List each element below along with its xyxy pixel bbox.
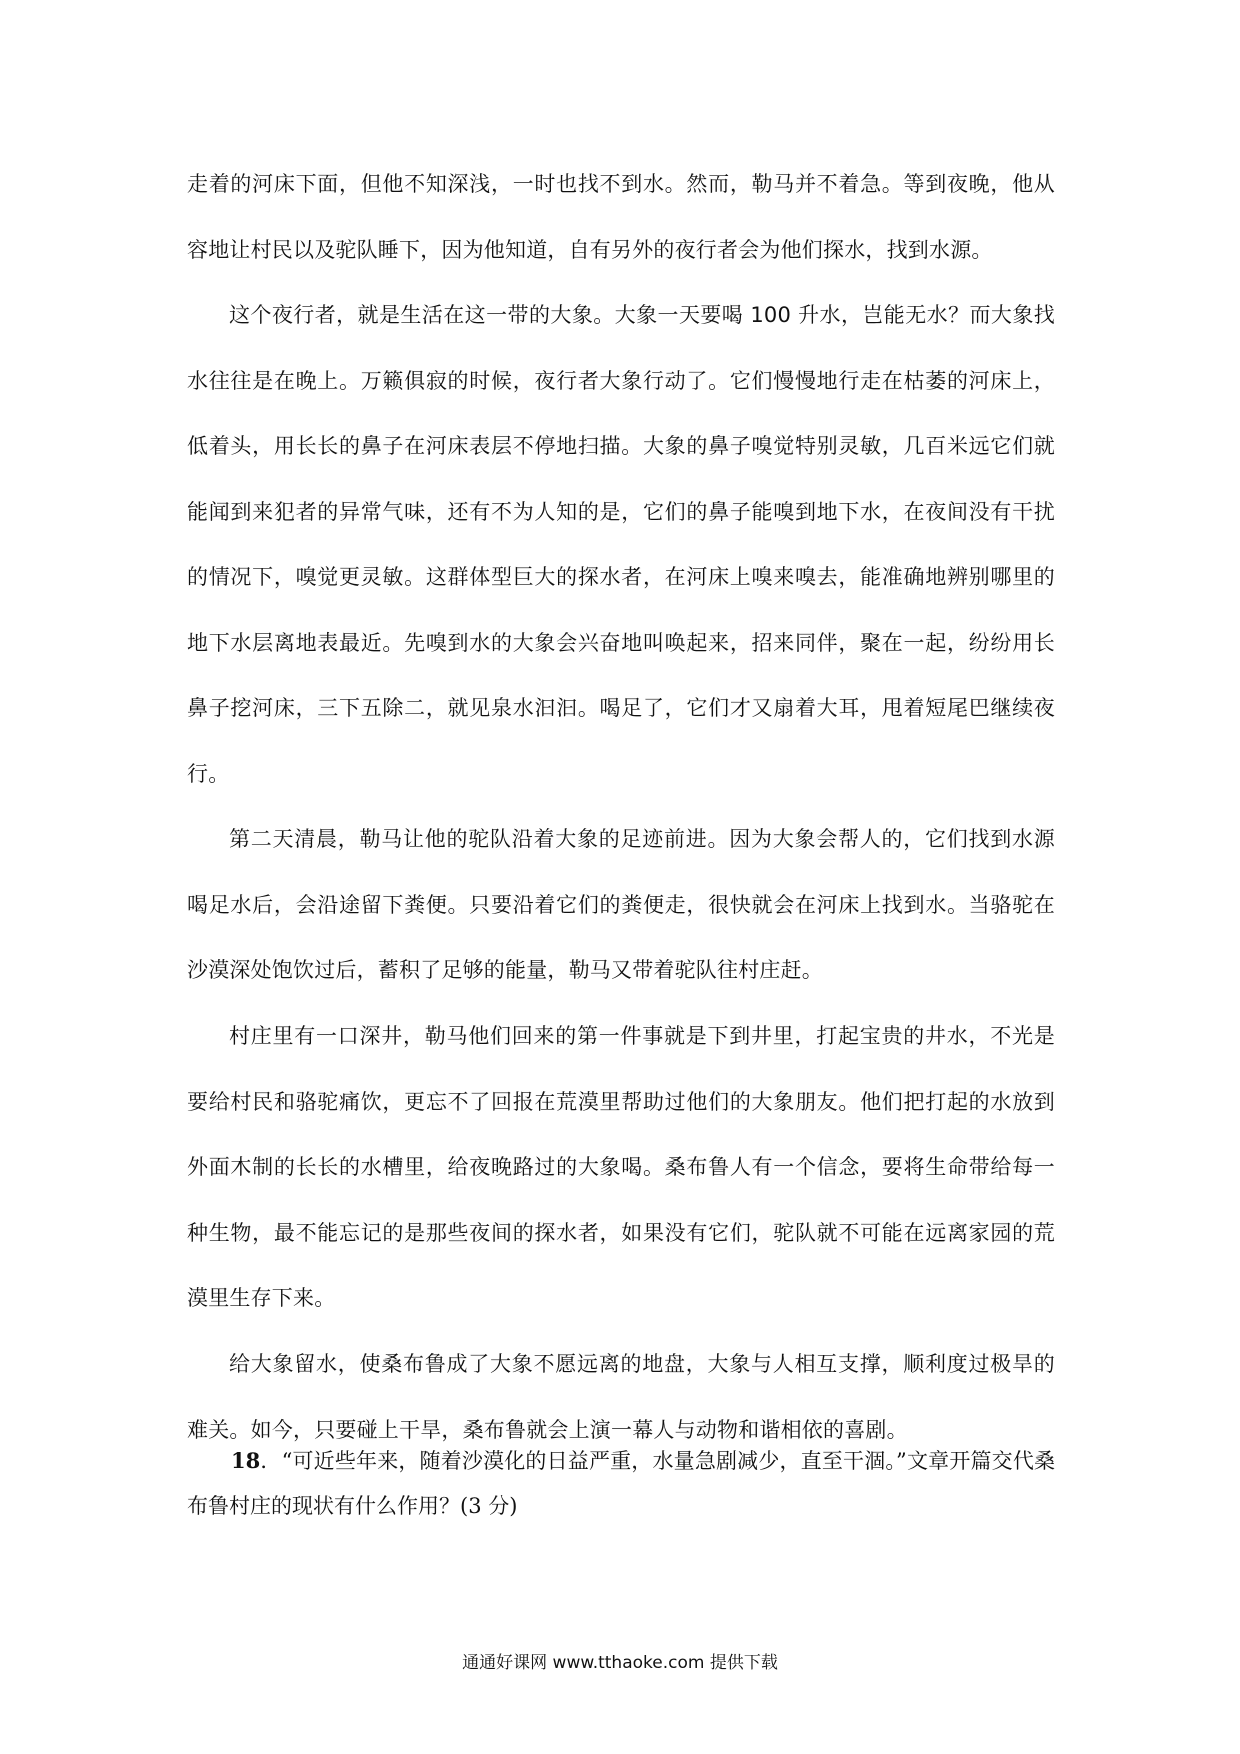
paragraph-4: 村庄里有一口深井，勒马他们回来的第一件事就是下到井里，打起宝贵的井水，不光是要给村民和骆驼痛饮，更忘不了回报在荒漠里帮助过他们的大象朋友。他们把打起的水放到外面木制的长长的水槽里，给夜晚路过的大象喝。桑布鲁人有一个信念，要将生命带给每一种生物，最不能忘记的是那些夜间的探水者，如果没有它们，驼队就不可能在远离家园的荒漠里生存下来。 bbox=[187, 1024, 1055, 1310]
question-separator: ． bbox=[260, 1449, 282, 1473]
paragraph-5: 给大象留水，使桑布鲁成了大象不愿远离的地盘，大象与人相互支撑，顺利度过极旱的难关。如今，只要碰上干旱，桑布鲁就会上演一幕人与动物和谐相依的喜剧。 bbox=[187, 1352, 1055, 1442]
question-number: 18 bbox=[231, 1448, 261, 1473]
paragraph-2: 这个夜行者，就是生活在这一带的大象。大象一天要喝 100 升水，岂能无水？而大象找水往往是在晚上。万籁俱寂的时候，夜行者大象行动了。它们慢慢地行走在枯萎的河床上，低着头，用长长的鼻子在河床表层不停地扫描。大象的鼻子嗅觉特别灵敏，几百米远它们就能闻到来犯者的异常气味，还有不为人知的是，它们的鼻子能嗅到地下水，在夜间没有干扰的情况下，嗅觉更灵敏。这群体型巨大的探水者，在河床上嗅来嗅去，能准确地辨别哪里的地下水层离地表最近。先嗅到水的大象会兴奋地叫唤起来，招来同伴，聚在一起，纷纷用长鼻子挖河床，三下五除二，就见泉水汩汩。喝足了，它们才又扇着大耳，甩着短尾巴继续夜行。 bbox=[187, 303, 1055, 786]
document-page bbox=[187, 0, 1055, 1754]
paragraph-3: 第二天清晨，勒马让他的驼队沿着大象的足迹前进。因为大象会帮人的，它们找到水源喝足水后，会沿途留下粪便。只要沿着它们的粪便走，很快就会在河床上找到水。当骆驼在沙漠深处饱饮过后，蓄积了足够的能量，勒马又带着驼队往村庄赶。 bbox=[187, 827, 1055, 982]
question-text: “可近些年来，随着沙漠化的日益严重，水量急剧减少，直至干涸。”文章开篇交代桑布鲁村庄的现状有什么作用？(3 分) bbox=[187, 1449, 1056, 1518]
paragraph-1: 走着的河床下面，但他不知深浅，一时也找不到水。然而，勒马并不着急。等到夜晚，他从容地让村民以及驼队睡下，因为他知道，自有另外的夜行者会为他们探水，找到水源。 bbox=[187, 172, 1055, 262]
question-18 bbox=[187, 1438, 1055, 1529]
page-footer: 通通好课网 www.tthaoke.com 提供下载 bbox=[462, 1653, 778, 1673]
